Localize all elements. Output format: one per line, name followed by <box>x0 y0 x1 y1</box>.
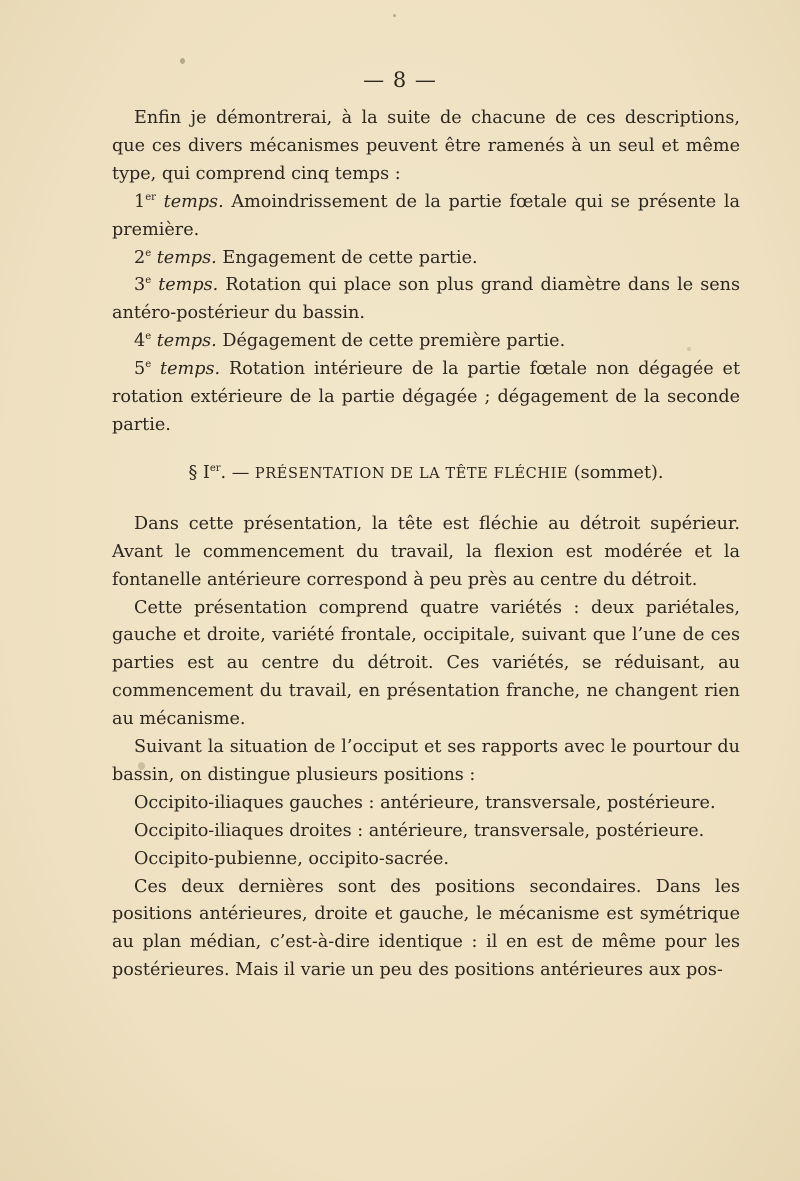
page-text <box>112 105 740 985</box>
step-5: 5e temps. Rotation intérieure de la partie fœtale non dégagée et rotation extérieure de la partie dégagée ; dégagement de la seconde partie. <box>112 359 741 435</box>
step-4: 4e temps. Dégagement de cette première partie. <box>134 331 566 352</box>
step-2: 2e temps. Engagement de cette partie. <box>134 247 478 268</box>
body-paragraph: Ces deux dernières sont des positions secondaires. Dans les positions antérieures, droite et gauche, le mécanisme est symétrique au plan médian, c’est-à-dire identique : il en est de même pour les postérieures. Mais il varie un peu des positions antérieures aux pos- <box>112 876 740 981</box>
body-paragraph: Suivant la situation de l’occiput et ses rapports avec le pourtour du bassin, on distingue plusieurs positions : <box>112 737 740 785</box>
page-number: — 8 — <box>363 68 437 92</box>
ink-spot <box>393 14 396 17</box>
step-1: 1er temps. Amoindrissement de la partie fœtale qui se présente la première. <box>112 191 740 240</box>
body-paragraph: Cette présentation comprend quatre variétés : deux pariétales, gauche et droite, variété frontale, occipitale, suivant que l’une de ces parties est au centre du détroit. Ces variétés, se réduisant, au commencement du travail, en présentation franche, ne changent rien au mécanisme. <box>112 597 740 730</box>
step-3: 3e temps. Rotation qui place son plus grand diamètre dans le sens antéro-postérieur du bassin. <box>112 275 740 324</box>
section-heading: § Ier. — PRÉSENTATION DE LA TÊTE FLÉCHIE (sommet). <box>188 462 664 483</box>
position-line: Occipito-iliaques gauches : antérieure, transversale, postérieure. <box>134 792 716 813</box>
intro-paragraph: Enfin je démontrerai, à la suite de chacune de ces descriptions, que ces divers mécanismes peuvent être ramenés à un seul et même type, qui comprend cinq temps : <box>112 108 740 184</box>
position-line: Occipito-pubienne, occipito-sacrée. <box>134 848 450 869</box>
body-paragraph: Dans cette présentation, la tête est fléchie au détroit supérieur. Avant le commencement du travail, la flexion est modérée et la fontanelle antérieure correspond à peu près au centre du détroit. <box>112 513 740 590</box>
position-line: Occipito-iliaques droites : antérieure, transversale, postérieure. <box>134 820 705 841</box>
ink-spot <box>180 58 185 64</box>
